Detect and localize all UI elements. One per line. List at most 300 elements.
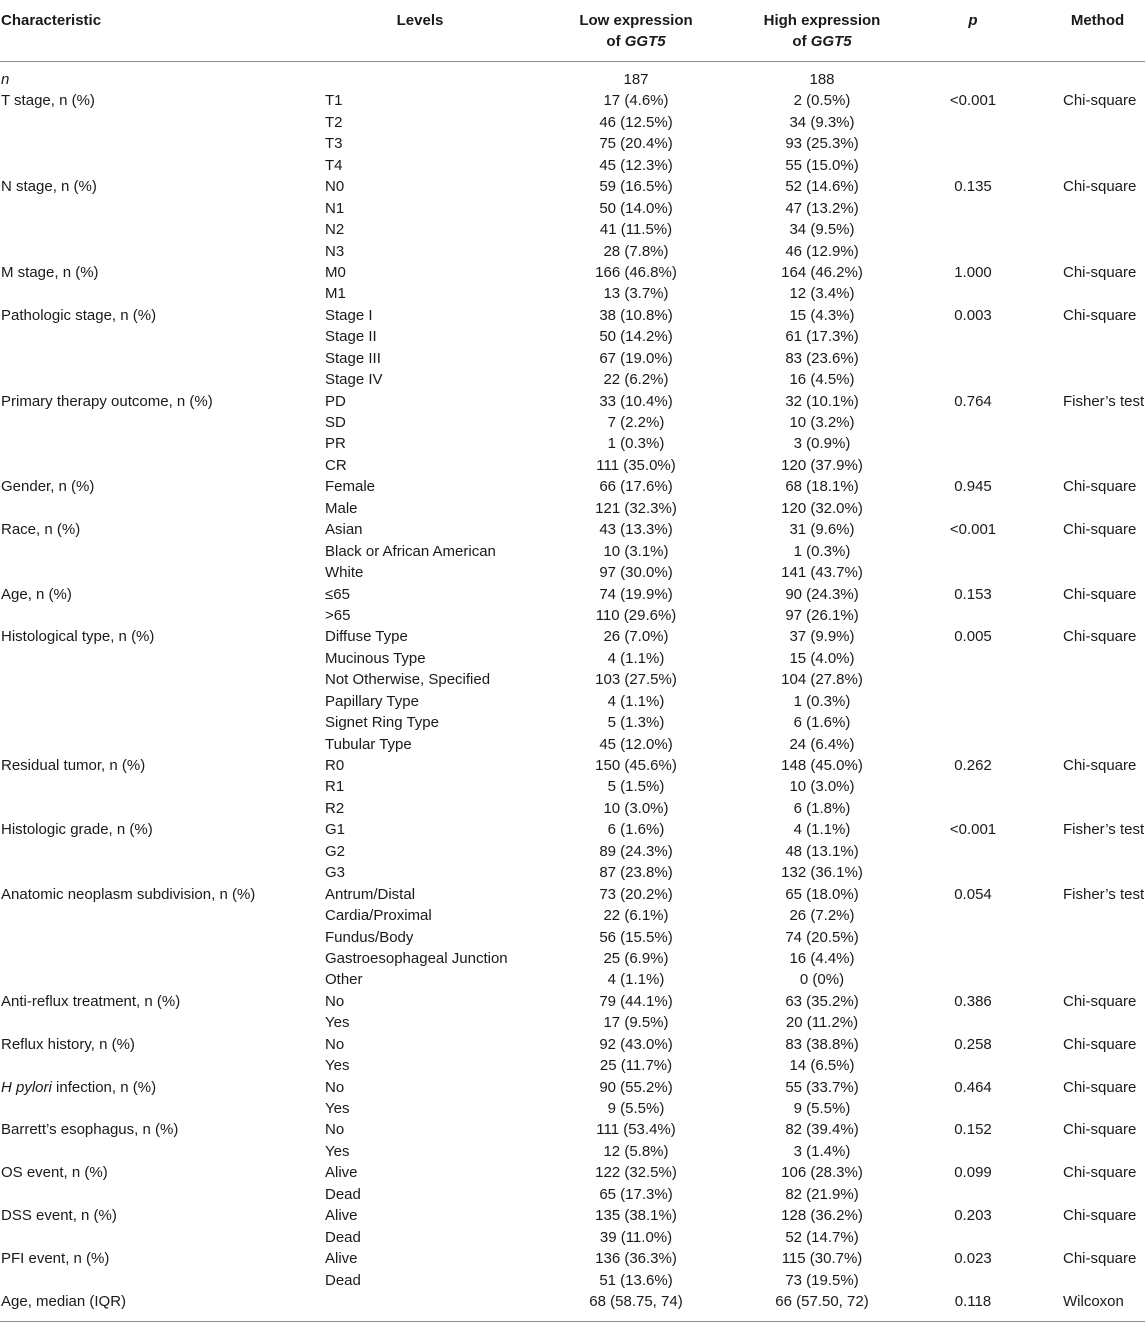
row-high-expression: 12 (3.4%) [789,285,855,303]
row-high-expression: 120 (37.9%) [781,456,863,474]
row-level: White [325,564,364,582]
table-row [0,1205,1145,1226]
row-characteristic-text: M stage, n (%) [1,263,99,281]
table-row [0,862,1145,883]
row-level: Male [325,499,358,517]
row-characteristic-text: Age, n (%) [1,585,72,603]
row-method: Chi-square [1063,478,1137,496]
table-row [0,1012,1145,1033]
row-p-value: 0.023 [954,1250,992,1268]
row-low-expression: 87 (23.8%) [599,864,673,882]
header-low-expression [548,10,724,52]
row-high-expression: 48 (13.1%) [785,842,859,860]
row-level: Yes [325,1142,350,1160]
row-low-expression: 6 (1.6%) [607,821,665,839]
row-characteristic-text: Anatomic neoplasm subdivision, n (%) [1,885,256,903]
row-high-expression: 120 (32.0%) [781,499,863,517]
row-high-expression: 132 (36.1%) [781,864,863,882]
row-high-expression: 14 (6.5%) [789,1057,855,1075]
row-level: R2 [325,799,345,817]
row-low-expression: 75 (20.4%) [599,135,673,153]
table-row [0,712,1145,733]
row-method: Chi-square [1063,263,1137,281]
row-high-expression: 4 (1.1%) [793,821,851,839]
row-method: Chi-square [1063,1207,1137,1225]
row-low-expression: 89 (24.3%) [599,842,673,860]
row-characteristic-text: Gender, n (%) [1,478,95,496]
table-row [0,562,1145,583]
row-high-expression: 83 (23.6%) [785,349,859,367]
row-low-expression: 67 (19.0%) [599,349,673,367]
row-method: Chi-square [1063,1035,1137,1053]
row-method: Fisher’s test [1063,821,1145,839]
row-high-expression: 34 (9.3%) [789,113,855,131]
row-level: Mucinous Type [325,649,426,667]
header-high-expression [734,10,910,52]
row-low-expression: 59 (16.5%) [599,178,673,196]
table-row [0,626,1145,647]
row-p-value: <0.001 [949,92,997,110]
header-p-value: p [968,12,978,29]
row-level: Stage IV [325,371,383,389]
row-method: Chi-square [1063,92,1137,110]
row-high-expression: 26 (7.2%) [789,907,855,925]
row-p-value: 0.135 [954,178,992,196]
row-characteristic [1,626,154,647]
row-level: PD [325,392,346,410]
row-low-expression: 73 (20.2%) [599,885,673,903]
table-header [0,0,1145,62]
row-high-expression: 1 (0.3%) [793,542,851,560]
row-method: Chi-square [1063,1164,1137,1182]
row-p-value: <0.001 [949,521,997,539]
row-characteristic-text: DSS event, n (%) [1,1207,117,1225]
row-low-expression: 13 (3.7%) [603,285,669,303]
row-characteristic-text: Reflux history, n (%) [1,1035,135,1053]
row-characteristic [1,1034,135,1055]
row-characteristic-text: PFI event, n (%) [1,1250,110,1268]
row-characteristic-text: Race, n (%) [1,521,81,539]
row-high-expression: 46 (12.9%) [785,242,859,260]
row-high-expression: 148 (45.0%) [781,757,863,774]
table-row [0,69,1145,90]
row-low-expression: 97 (30.0%) [599,564,673,582]
row-low-expression: 111 (35.0%) [596,456,676,474]
row-characteristic-text: Anti-reflux treatment, n (%) [1,992,181,1010]
row-high-expression: 52 (14.6%) [785,178,859,196]
table-row [0,1119,1145,1140]
row-high-expression: 61 (17.3%) [785,328,859,346]
row-level: PR [325,435,346,453]
row-low-expression: 45 (12.3%) [599,156,673,174]
row-high-expression: 2 (0.5%) [793,92,851,110]
row-characteristic [1,584,72,605]
row-characteristic [1,1291,126,1312]
row-p-value: 0.118 [954,1292,992,1310]
row-p-value: 0.258 [954,1035,992,1053]
row-characteristic-italic: H pylori [1,1078,52,1096]
table-row [0,584,1145,605]
table-row [0,1034,1145,1055]
header-low-prefix: of [606,33,625,50]
table-row [0,241,1145,262]
row-low-expression: 10 (3.1%) [603,542,669,560]
table-row [0,1098,1145,1119]
row-high-expression: 3 (0.9%) [793,435,851,453]
header-high-gene: GGT5 [810,33,852,50]
row-characteristic-text: n [1,71,10,88]
row-level: Other [325,971,363,989]
row-level: T2 [325,113,343,131]
row-characteristic [1,476,94,497]
row-p-value: 0.005 [954,628,992,646]
row-high-expression: 73 (19.5%) [785,1271,859,1289]
row-characteristic-text: N stage, n (%) [1,178,97,196]
row-high-expression: 93 (25.3%) [785,135,859,153]
row-level: G3 [325,864,346,882]
row-level: Dead [325,1271,361,1289]
row-characteristic [1,391,213,412]
row-high-expression: 3 (1.4%) [793,1142,851,1160]
table-row [0,262,1145,283]
row-method: Chi-square [1063,1121,1137,1139]
row-level: N0 [325,178,345,196]
row-high-expression: 74 (20.5%) [785,928,859,946]
row-characteristic [1,176,97,197]
row-high-expression: 37 (9.9%) [789,628,855,646]
row-level: Diffuse Type [325,628,408,646]
row-level: R0 [325,757,345,774]
row-characteristic [1,69,9,90]
row-low-expression: 46 (12.5%) [599,113,673,131]
row-low-expression: 66 (17.6%) [599,478,673,496]
row-p-value: 0.152 [954,1121,992,1139]
row-high-expression: 106 (28.3%) [781,1164,863,1182]
row-high-expression: 82 (21.9%) [785,1185,859,1203]
row-p-value: 0.764 [954,392,992,410]
table-row [0,133,1145,154]
row-low-expression: 7 (2.2%) [607,414,665,431]
row-low-expression: 68 (58.75, 74) [589,1292,683,1310]
row-level: Stage III [325,349,381,367]
row-level: Stage II [325,328,377,346]
row-method: Chi-square [1063,757,1137,774]
row-method: Chi-square [1063,585,1137,603]
table-row [0,734,1145,755]
table-row [0,112,1145,133]
row-low-expression: 187 [623,71,649,88]
row-characteristic-text: Age, median (IQR) [1,1292,127,1310]
row-high-expression: 66 (57.50, 72) [775,1292,869,1310]
table-row [0,391,1145,412]
row-method: Chi-square [1063,178,1137,196]
row-p-value: 0.099 [954,1164,992,1182]
row-level: No [325,1035,345,1053]
table-row [0,755,1145,776]
row-level: SD [325,414,346,431]
row-high-expression: 6 (1.8%) [793,799,851,817]
row-high-expression: 34 (9.5%) [789,221,855,239]
row-low-expression: 110 (29.6%) [595,606,677,624]
row-characteristic [1,991,180,1012]
row-high-expression: 16 (4.5%) [789,371,855,389]
row-high-expression: 1 (0.3%) [793,692,851,710]
table-row [0,433,1145,454]
row-low-expression: 28 (7.8%) [603,242,669,260]
row-high-expression: 55 (15.0%) [785,156,859,174]
row-characteristic-text: T stage, n (%) [1,92,95,110]
row-high-expression: 55 (33.7%) [785,1078,859,1096]
row-characteristic-text: infection, n (%) [51,1078,157,1096]
row-level: Dead [325,1228,361,1246]
row-level: CR [325,456,347,474]
row-level: Gastroesophageal Junction [325,949,508,967]
row-level: N2 [325,221,345,239]
row-p-value: 0.203 [954,1207,992,1225]
row-characteristic [1,305,156,326]
row-low-expression: 1 (0.3%) [607,435,665,453]
table-row [0,1248,1145,1269]
table-row [0,412,1145,433]
row-level: No [325,1078,345,1096]
table-row [0,1141,1145,1162]
row-characteristic-text: OS event, n (%) [1,1164,108,1182]
row-low-expression: 33 (10.4%) [599,392,673,410]
table-row [0,819,1145,840]
row-characteristic-text: Primary therapy outcome, n (%) [1,392,213,410]
table-row [0,669,1145,690]
row-characteristic [1,819,153,840]
row-high-expression: 63 (35.2%) [785,992,859,1010]
row-characteristic [1,1205,117,1226]
row-low-expression: 74 (19.9%) [599,585,673,603]
row-low-expression: 135 (38.1%) [595,1207,677,1225]
table-row [0,1077,1145,1098]
row-low-expression: 4 (1.1%) [607,971,665,989]
table-body [0,62,1145,1312]
row-level: >65 [325,606,351,624]
table-bottom-rule [0,1321,1145,1322]
row-low-expression: 25 (6.9%) [603,949,669,967]
row-characteristic-text: Residual tumor, n (%) [1,757,146,774]
row-high-expression: 15 (4.0%) [789,649,855,667]
row-high-expression: 0 (0%) [799,971,845,989]
header-characteristic: Characteristic [1,12,102,29]
table-row [0,369,1145,390]
row-level: M1 [325,285,346,303]
table-row [0,198,1145,219]
row-low-expression: 90 (55.2%) [599,1078,673,1096]
row-high-expression: 10 (3.2%) [789,414,855,431]
row-method: Chi-square [1063,1250,1137,1268]
row-method: Chi-square [1063,628,1137,646]
row-p-value: 0.386 [954,992,992,1010]
row-level: Not Otherwise, Specified [325,671,491,689]
row-method: Chi-square [1063,992,1137,1010]
row-characteristic-text: Histological type, n (%) [1,628,155,646]
row-low-expression: 25 (11.7%) [599,1057,673,1075]
row-level: Papillary Type [325,692,419,710]
row-low-expression: 121 (32.3%) [595,499,677,517]
table-row [0,90,1145,111]
header-high-line2 [734,31,910,52]
row-low-expression: 17 (9.5%) [603,1014,669,1032]
table-row [0,969,1145,990]
row-high-expression: 115 (30.7%) [781,1250,863,1268]
row-p-value: 0.054 [954,885,992,903]
row-level: Fundus/Body [325,928,414,946]
row-p-value: 0.003 [954,306,992,324]
row-low-expression: 51 (13.6%) [599,1271,673,1289]
row-low-expression: 56 (15.5%) [599,928,673,946]
table-row [0,605,1145,626]
row-method: Chi-square [1063,306,1137,324]
row-level: G1 [325,821,346,839]
table-row [0,691,1145,712]
row-p-value: <0.001 [949,821,997,839]
row-characteristic [1,1162,108,1183]
row-characteristic-text: Barrett’s esophagus, n (%) [1,1121,179,1139]
row-high-expression: 104 (27.8%) [781,671,863,689]
row-level: Cardia/Proximal [325,907,432,925]
table-row [0,1162,1145,1183]
row-high-expression: 16 (4.4%) [789,949,855,967]
row-high-expression: 82 (39.4%) [785,1121,859,1139]
row-level: T3 [325,135,343,153]
row-low-expression: 166 (46.8%) [595,263,677,281]
row-level: Alive [325,1164,358,1182]
row-low-expression: 17 (4.6%) [603,92,669,110]
row-characteristic [1,1248,109,1269]
row-high-expression: 31 (9.6%) [789,521,855,539]
row-characteristic [1,1119,178,1140]
row-characteristic-text: Histologic grade, n (%) [1,821,153,839]
row-level: M0 [325,263,346,281]
table-row [0,1270,1145,1291]
row-high-expression: 47 (13.2%) [785,199,859,217]
table-row [0,798,1145,819]
row-level: Antrum/Distal [325,885,416,903]
row-level: Black or African American [325,542,496,560]
table-row [0,1184,1145,1205]
table-row [0,476,1145,497]
table-row [0,348,1145,369]
row-characteristic-text: Pathologic stage, n (%) [1,306,157,324]
row-low-expression: 39 (11.0%) [599,1228,673,1246]
row-p-value: 0.464 [954,1078,992,1096]
row-p-value: 0.262 [954,757,992,774]
row-high-expression: 65 (18.0%) [785,885,859,903]
row-high-expression: 128 (36.2%) [781,1207,863,1225]
header-levels: Levels [396,12,444,29]
row-level: Tubular Type [325,735,412,753]
row-method: Wilcoxon [1063,1292,1124,1310]
row-low-expression: 38 (10.8%) [599,306,673,324]
row-low-expression: 111 (53.4%) [596,1121,676,1139]
table-row [0,519,1145,540]
table-row [0,991,1145,1012]
table-row [0,1055,1145,1076]
row-low-expression: 150 (45.6%) [595,757,677,774]
table-row [0,648,1145,669]
row-high-expression: 9 (5.5%) [793,1100,851,1117]
row-low-expression: 45 (12.0%) [599,735,673,753]
table-row [0,948,1145,969]
row-low-expression: 5 (1.5%) [607,778,665,796]
row-high-expression: 24 (6.4%) [789,735,855,753]
row-level: N3 [325,242,345,260]
row-low-expression: 22 (6.2%) [603,371,669,389]
row-high-expression: 188 [809,71,835,88]
row-level: R1 [325,778,345,796]
table-row [0,541,1145,562]
table-row [0,326,1145,347]
row-level: Yes [325,1057,350,1075]
table-row [0,219,1145,240]
row-low-expression: 50 (14.2%) [599,328,673,346]
row-level: No [325,1121,345,1139]
table-row [0,305,1145,326]
row-level: Yes [325,1014,350,1032]
row-method: Chi-square [1063,521,1137,539]
row-low-expression: 122 (32.5%) [595,1164,677,1182]
header-low-gene: GGT5 [624,33,666,50]
header-low-line2 [548,31,724,52]
table-row [0,927,1145,948]
row-low-expression: 12 (5.8%) [603,1142,669,1160]
row-low-expression: 9 (5.5%) [607,1100,665,1117]
row-characteristic [1,519,80,540]
row-level: Alive [325,1207,358,1225]
row-level: T4 [325,156,343,174]
table-row [0,283,1145,304]
row-high-expression: 90 (24.3%) [785,585,859,603]
row-low-expression: 136 (36.3%) [595,1250,677,1268]
header-method: Method [1070,12,1125,29]
row-method: Fisher’s test [1063,885,1145,903]
row-high-expression: 141 (43.7%) [781,564,863,582]
table-row [0,1291,1145,1312]
row-characteristic [1,755,145,776]
row-low-expression: 4 (1.1%) [607,649,665,667]
row-high-expression: 68 (18.1%) [785,478,859,496]
row-level: N1 [325,199,345,217]
row-high-expression: 164 (46.2%) [781,263,863,281]
row-high-expression: 97 (26.1%) [785,606,859,624]
row-characteristic [1,1077,156,1098]
row-low-expression: 22 (6.1%) [603,907,669,925]
row-low-expression: 10 (3.0%) [603,799,669,817]
row-low-expression: 50 (14.0%) [599,199,673,217]
row-level: Yes [325,1100,350,1117]
table-row [0,884,1145,905]
row-p-value: 1.000 [954,263,992,281]
row-high-expression: 6 (1.6%) [793,714,851,732]
header-low-line1: Low expression [579,12,693,29]
table-row [0,155,1145,176]
table-row [0,905,1145,926]
row-characteristic [1,884,255,905]
row-high-expression: 52 (14.7%) [785,1228,859,1246]
row-low-expression: 92 (43.0%) [599,1035,673,1053]
row-low-expression: 79 (44.1%) [599,992,673,1010]
header-high-line1: High expression [763,12,881,29]
table-row [0,455,1145,476]
row-low-expression: 41 (11.5%) [599,221,673,239]
row-level: Female [325,478,376,496]
row-characteristic [1,262,99,283]
table-row [0,841,1145,862]
